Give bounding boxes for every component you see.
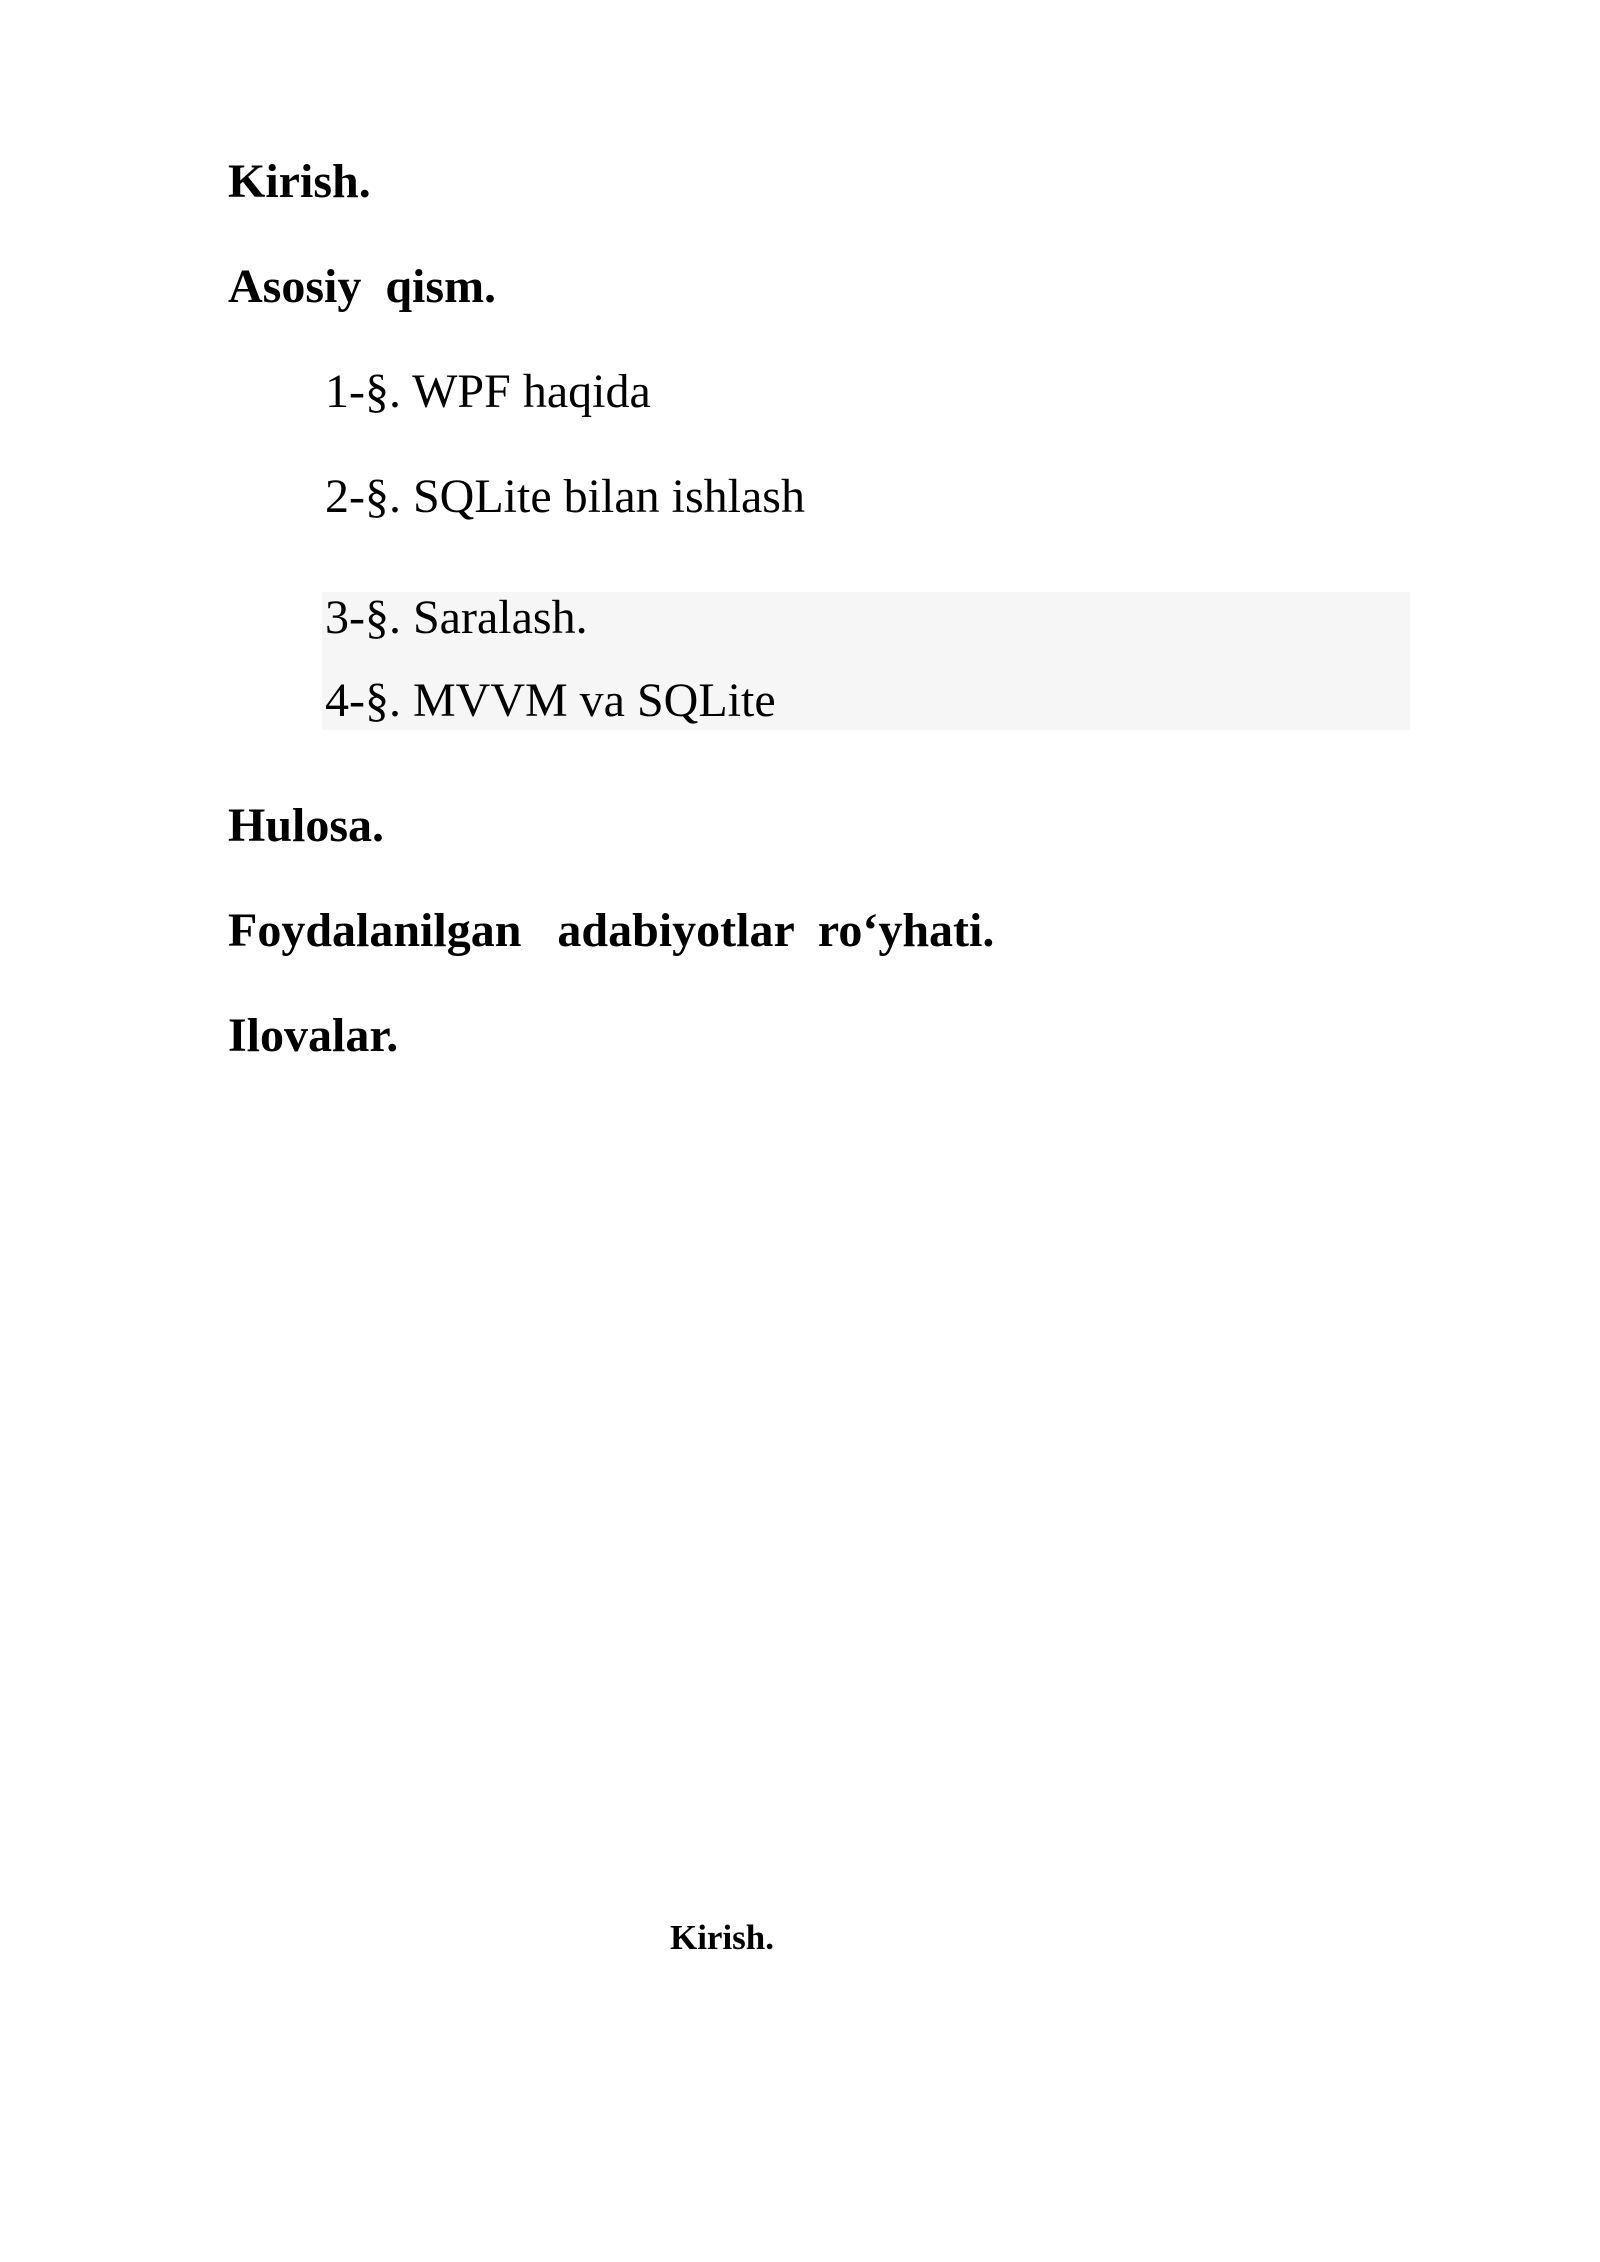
toc-section-2: 2-§. SQLite bilan ishlash bbox=[325, 470, 805, 523]
section-title: Kirish. bbox=[669, 1918, 775, 1957]
toc-section-4: 4-§. MVVM va SQLite bbox=[325, 674, 776, 727]
toc-conclusion: Hulosa. bbox=[228, 799, 385, 852]
toc-intro: Kirish. bbox=[228, 155, 371, 208]
toc-references: Foydalanilgan adabiyotlar ro‘yhati. bbox=[228, 904, 995, 957]
toc-main-part: Asosiy qism. bbox=[228, 260, 497, 313]
toc-section-1: 1-§. WPF haqida bbox=[325, 365, 651, 418]
toc-section-3: 3-§. Saralash. bbox=[325, 591, 588, 644]
toc-appendices: Ilovalar. bbox=[228, 1009, 399, 1062]
